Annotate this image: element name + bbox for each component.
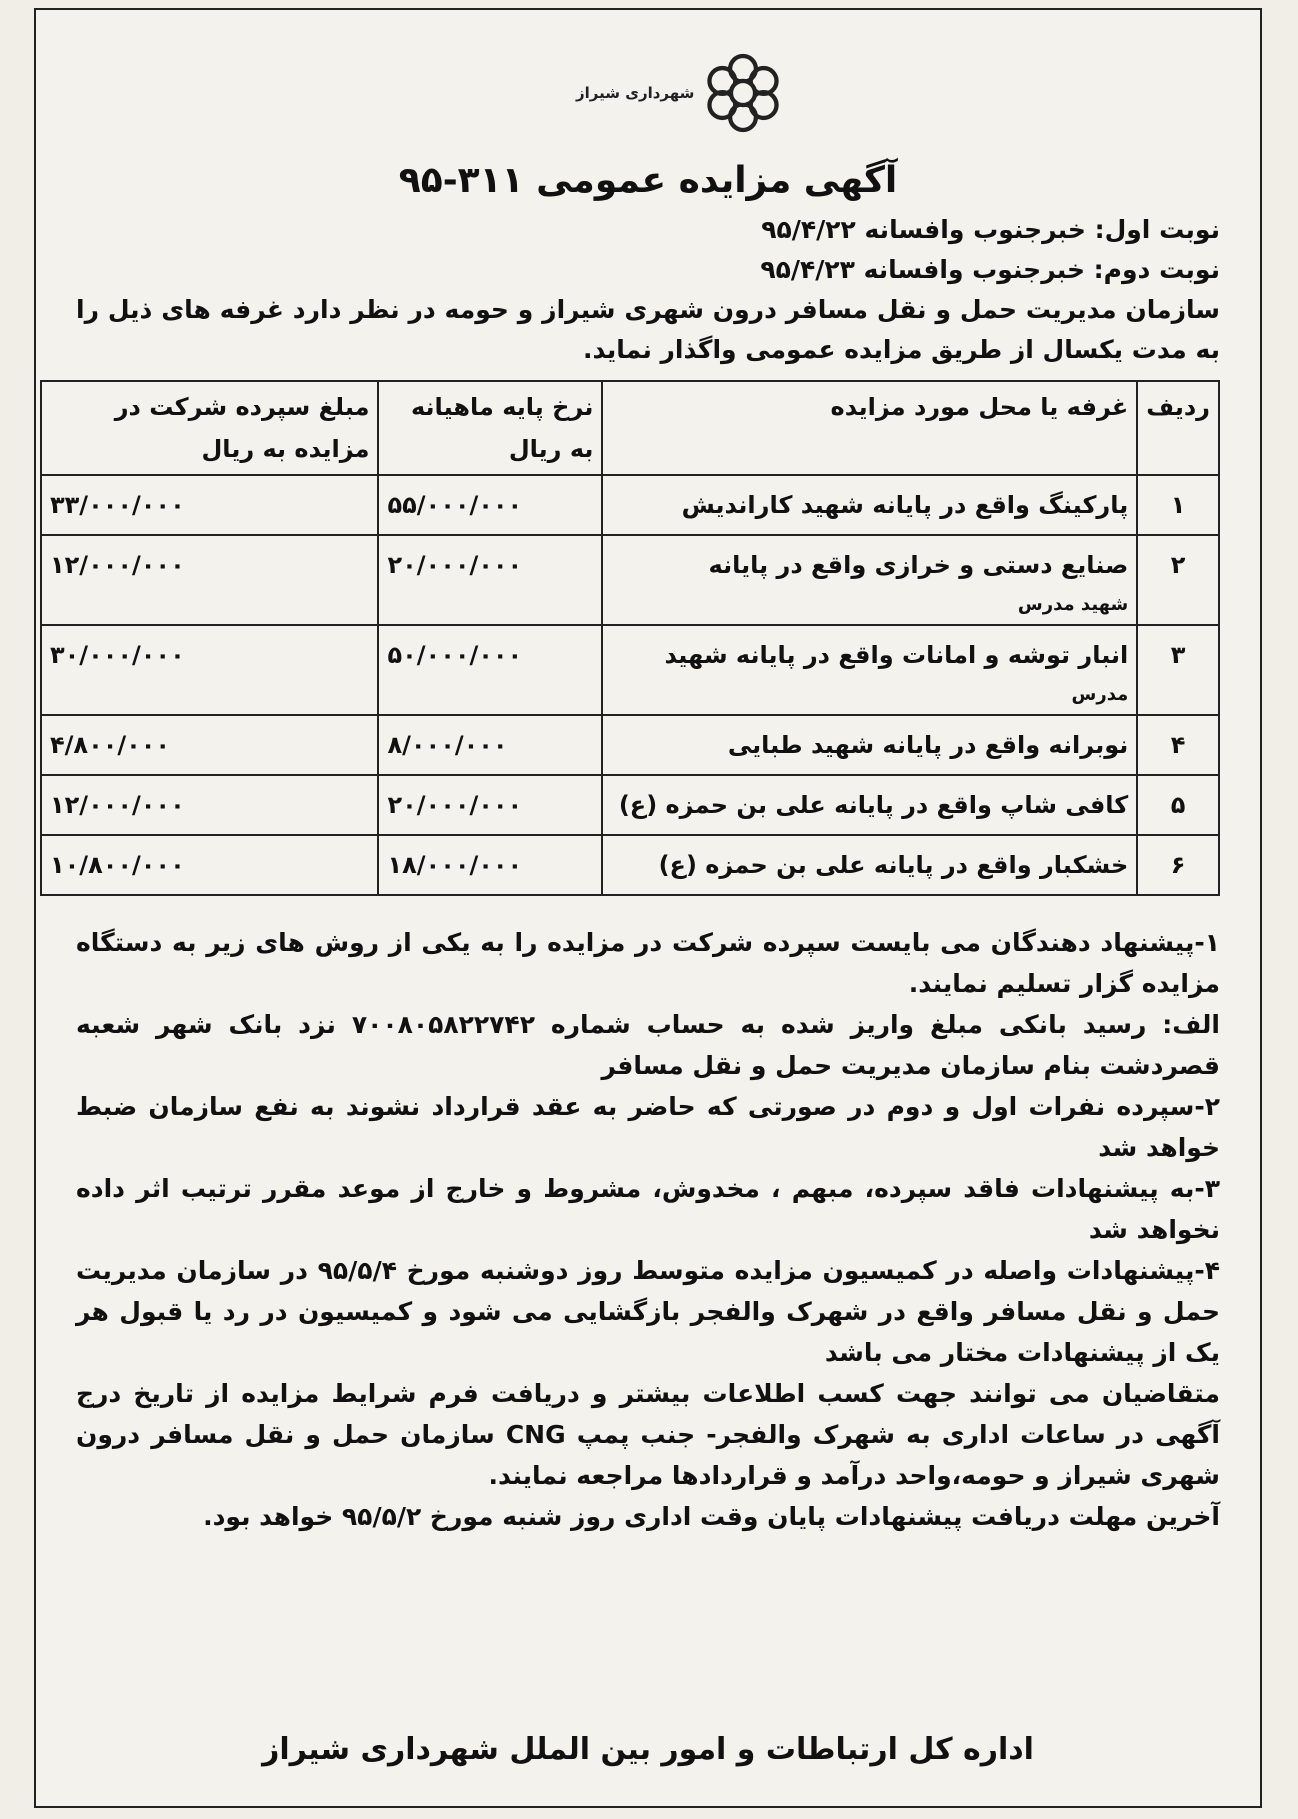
row-item-text: انبار توشه و امانات واقع در پایانه شهید — [664, 641, 1129, 669]
second-publication: نوبت دوم: خبرجنوب وافسانه ۹۵/۴/۲۳ — [760, 255, 1220, 284]
row-rate: ۲۰/۰۰۰/۰۰۰ — [378, 775, 602, 835]
footer-signature: اداره کل ارتباطات و امور بین الملل شهرداری شیراز — [262, 1732, 1034, 1767]
intro-paragraph: سازمان مدیریت حمل و نقل مسافر درون شهری شیراز و حومه در نظر دارد غرفه های ذیل را به مدت یکسال از طریق مزایده عمومی واگذار نماید. — [76, 295, 1220, 364]
row-no: ۵ — [1137, 775, 1219, 835]
row-item — [602, 535, 1137, 625]
row-item — [602, 715, 1137, 775]
row-no: ۴ — [1137, 715, 1219, 775]
row-item-text: کافی شاپ واقع در پایانه علی بن حمزه (ع) — [618, 791, 1129, 819]
row-item-text: خشکبار واقع در پایانه علی بن حمزه (ع) — [658, 851, 1129, 879]
table-row — [41, 535, 1219, 625]
table-row — [41, 625, 1219, 715]
advertisement-frame — [34, 8, 1262, 1808]
table-row — [41, 475, 1219, 535]
advertisement-body — [50, 210, 1221, 1537]
row-deposit: ۱۰/۸۰۰/۰۰۰ — [41, 835, 378, 895]
row-rate: ۸/۰۰۰/۰۰۰ — [378, 715, 602, 775]
row-rate: ۱۸/۰۰۰/۰۰۰ — [378, 835, 602, 895]
header-rate: نرخ پایه ماهیانه به ریال — [378, 381, 602, 475]
row-no: ۲ — [1137, 535, 1219, 625]
row-item — [602, 475, 1137, 535]
page-title: آگهی مزایده عمومی ۳۱۱-۹۵ — [398, 160, 898, 201]
row-item — [602, 625, 1137, 715]
header-row-no: ردیف — [1137, 381, 1219, 475]
info-paragraph: متقاضیان می توانند جهت کسب اطلاعات بیشتر و دریافت فرم شرایط مزایده از تاریخ درج آگهی در ساعات اداری به شهرک والفجر- جنب پمپ CNG سازمان حمل و نقل مسافر درون شهری شیراز و حومه،واحد درآمد و قراردادها مراجعه نمایند. — [76, 1379, 1220, 1490]
row-no: ۳ — [1137, 625, 1219, 715]
first-publication: نوبت اول: خبرجنوب وافسانه ۹۵/۴/۲۲ — [761, 215, 1220, 244]
row-item — [602, 835, 1137, 895]
term-1: ۱-پیشنهاد دهندگان می بایست سپرده شرکت در مزایده را به یکی از روش های زیر به دستگاه مزایده گزار تسلیم نمایند. — [76, 928, 1220, 998]
term-1a: الف: رسید بانکی مبلغ واریز شده به حساب شماره ۷۰۰۸۰۵۸۲۲۷۴۲ نزد بانک شهر شعبه قصردشت بنام سازمان مدیریت حمل و نقل مسافر — [76, 1010, 1221, 1080]
header-item: غرفه یا محل مورد مزایده — [602, 381, 1137, 475]
row-item-text: پارکینگ واقع در پایانه شهید کاراندیش — [681, 491, 1129, 519]
row-rate: ۲۰/۰۰۰/۰۰۰ — [378, 535, 602, 625]
row-no: ۶ — [1137, 835, 1219, 895]
row-rate: ۵۵/۰۰۰/۰۰۰ — [378, 475, 602, 535]
row-item-continued: مدرس — [1071, 684, 1129, 705]
row-deposit: ۴/۸۰۰/۰۰۰ — [41, 715, 378, 775]
term-3: ۳-به پیشنهادات فاقد سپرده، مبهم ، مخدوش، مشروط و خارج از موعد مقرر ترتیب اثر داده نخواهد شد — [76, 1174, 1220, 1244]
flower-logo-icon — [700, 50, 786, 136]
deadline-paragraph: آخرین مهلت دریافت پیشنهادات پایان وقت اداری روز شنبه مورخ ۹۵/۵/۲ خواهد بود. — [203, 1502, 1220, 1531]
row-deposit: ۳۳/۰۰۰/۰۰۰ — [41, 475, 378, 535]
municipality-logo — [576, 50, 786, 136]
table-row — [41, 775, 1219, 835]
row-deposit: ۱۲/۰۰۰/۰۰۰ — [41, 775, 378, 835]
terms-section — [76, 922, 1220, 1537]
row-item-continued: شهید مدرس — [1017, 594, 1129, 615]
table-header-row — [41, 381, 1219, 475]
header-deposit: مبلغ سپرده شرکت در مزایده به ریال — [41, 381, 378, 475]
auction-table — [40, 380, 1220, 896]
term-2: ۲-سپرده نفرات اول و دوم در صورتی که حاضر به عقد قرارداد نشوند به نفع سازمان ضبط خواهد شد — [76, 1092, 1220, 1162]
row-item-text: صنایع دستی و خرازی واقع در پایانه — [708, 551, 1129, 579]
row-item — [602, 775, 1137, 835]
table-row — [41, 835, 1219, 895]
row-deposit: ۱۲/۰۰۰/۰۰۰ — [41, 535, 378, 625]
row-rate: ۵۰/۰۰۰/۰۰۰ — [378, 625, 602, 715]
row-item-text: نوبرانه واقع در پایانه شهید طبایی — [727, 731, 1129, 759]
logo-label: شهرداری شیراز — [576, 84, 695, 102]
row-no: ۱ — [1137, 475, 1219, 535]
row-deposit: ۳۰/۰۰۰/۰۰۰ — [41, 625, 378, 715]
term-4: ۴-پیشنهادات واصله در کمیسیون مزایده متوسط روز دوشنبه مورخ ۹۵/۵/۴ در سازمان مدیریت حمل و نقل مسافر واقع در شهرک والفجر بازگشایی می شود و کمیسیون در رد یا قبول هر یک از پیشنهادات مختار می باشد — [76, 1256, 1220, 1367]
table-row — [41, 715, 1219, 775]
